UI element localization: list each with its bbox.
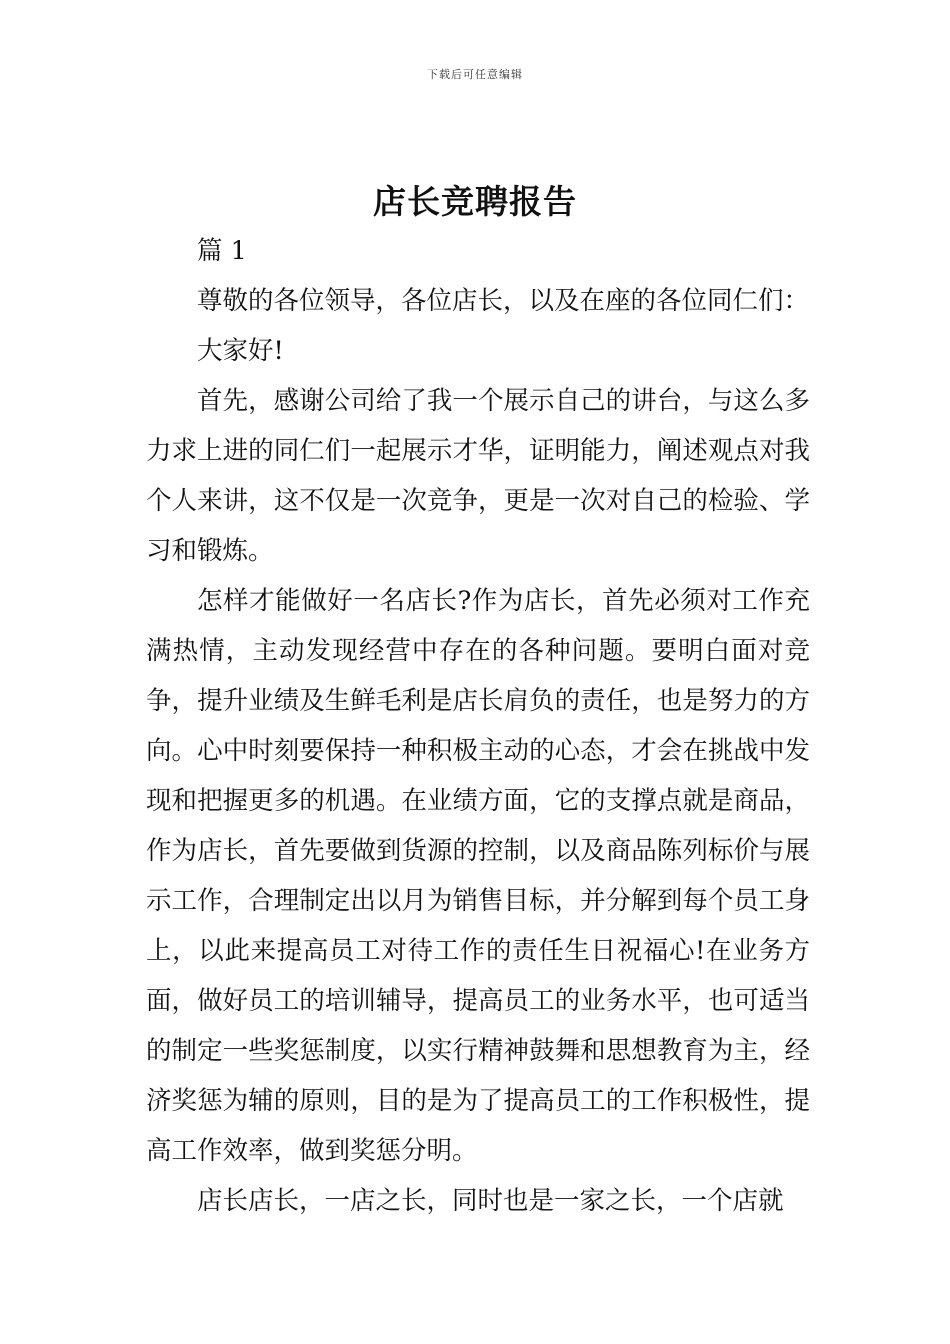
paragraph: 怎样才能做好一名店长?作为店长，首先必须对工作充满热情，主动发现经营中存在的各种问题。要明白面对竞争，提升业绩及生鲜毛利是店长肩负的责任，也是努力的方向。心中时刻要保持一种积极主动的心态，才会在挑战中发现和把握更多的机遇。在业绩方面，它的支撑点就是商品，作为店长，首先要做到货源的控制，以及商品陈列标价与展示工作，合理制定出以月为销售目标，并分解到每个员工身上，以此来提高员工对待工作的责任生日祝福心!在业务方面，做好员工的培训辅导，提高员工的业务水平，也可适当的制定一些奖惩制度，以实行精神鼓舞和思想教育为主，经济奖惩为辅的原则，目的是为了提高员工的工作积极性，提高工作效率，做到奖惩分明。 <box>146 586 810 1166</box>
document-body <box>146 226 810 1226</box>
document-title: 店长竞聘报告 <box>373 182 577 221</box>
paragraph: 首先，感谢公司给了我一个展示自己的讲台，与这么多力求上进的同仁们一起展示才华，证明能力，阐述观点对我个人来讲，这不仅是一次竞争，更是一次对自己的检验、学习和锻炼。 <box>146 386 810 566</box>
page-header-note: 下载后可任意编辑 <box>427 68 523 81</box>
greeting: 大家好! <box>197 336 284 366</box>
section-label: 篇 1 <box>197 236 247 266</box>
salutation: 尊敬的各位领导，各位店长，以及在座的各位同仁们： <box>197 286 810 316</box>
paragraph: 店长店长，一店之长，同时也是一家之长，一个店就 <box>197 1186 784 1216</box>
